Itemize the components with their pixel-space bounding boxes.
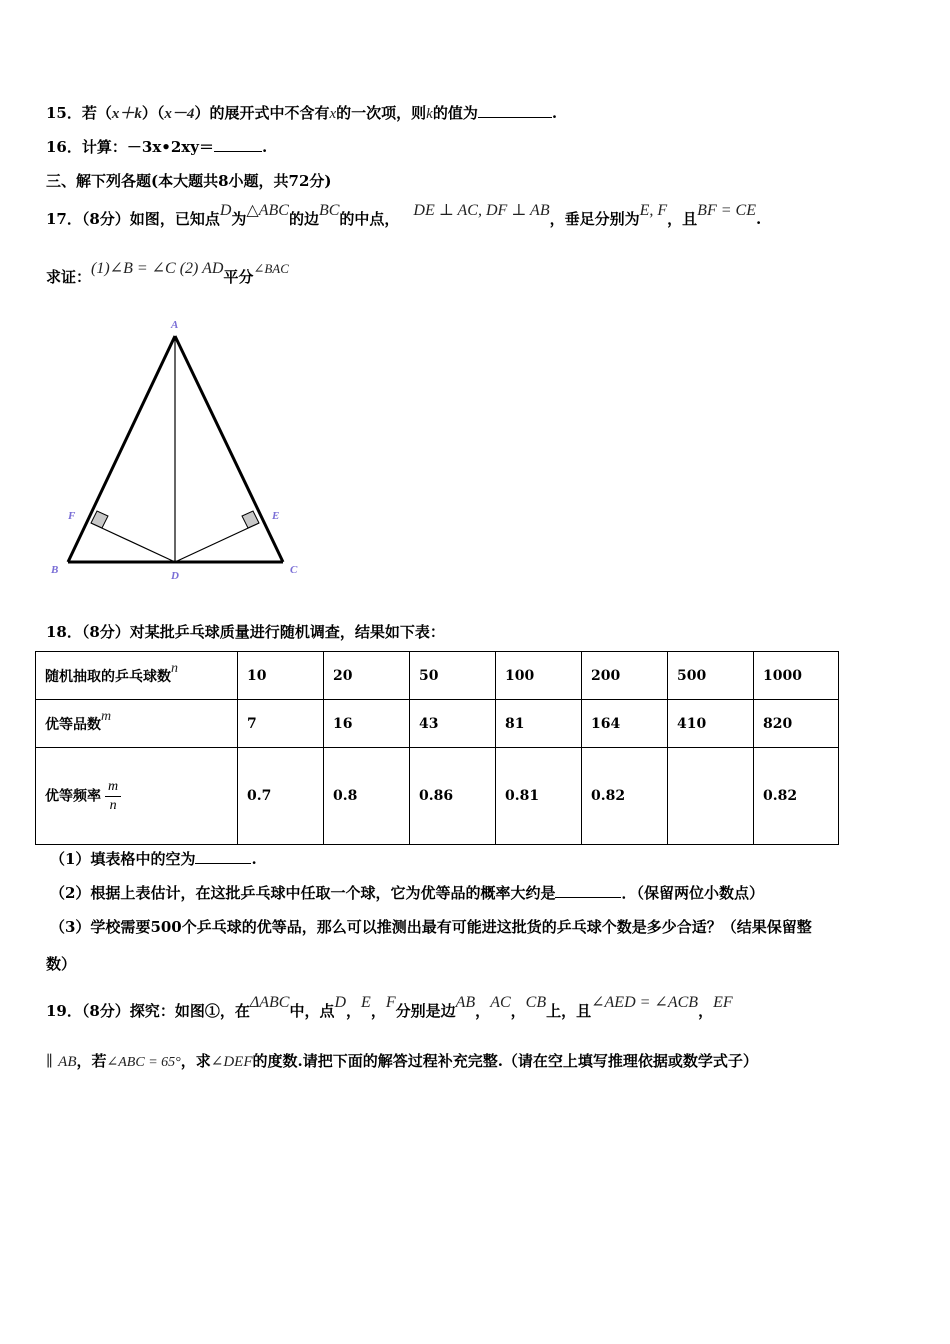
triangle-figure (45, 313, 315, 593)
label-b: B (51, 564, 59, 576)
table-cell: 164 (582, 700, 668, 748)
label-e: E (272, 510, 280, 522)
table-cell: 7 (238, 700, 324, 748)
results-table (35, 651, 839, 845)
table-row (36, 700, 839, 748)
table-cell: 100 (496, 652, 582, 700)
table-row (36, 748, 839, 845)
table-cell: 50 (410, 652, 496, 700)
label-a: A (171, 319, 179, 331)
table-cell: 1000 (754, 652, 839, 700)
table-cell: 0.82 (754, 748, 839, 845)
label-c: C (290, 564, 298, 576)
section-heading: 三、解下列各题(本大题共8小题，共72分) (46, 172, 332, 190)
question-17: 17．（8分）如图，已知点D为△ABC的边BC的中点， DE ⊥ AC, DF ⊥ AB，垂足分别为E, F，且BF = CE. (46, 202, 762, 228)
fraction: $\frac{m}{n}$ (105, 778, 121, 815)
table-cell: 410 (668, 700, 754, 748)
table-cell: 200 (582, 652, 668, 700)
row-label: 随机抽取的乒乓球数n (36, 652, 238, 700)
table-cell: 820 (754, 700, 839, 748)
table-cell: 20 (324, 652, 410, 700)
row-label: 优等频率 $\frac{m}{n}$ (36, 748, 238, 845)
table-cell (668, 748, 754, 845)
question-18-part3: （3）学校需要500个乒乓球的优等品，那么可以推测出最有可能进这批货的乒乓球个数是多少合适？（结果保留整 (50, 918, 812, 936)
answer-blank (478, 117, 552, 118)
table-cell: 0.81 (496, 748, 582, 845)
table-cell: 43 (410, 700, 496, 748)
table-cell: 81 (496, 700, 582, 748)
row-label: 优等品数m (36, 700, 238, 748)
question-19-cont: ∥ AB，若∠ABC = 65°，求∠DEF的度数.请把下面的解答过程补充完整.（请在空上填写推理依据或数学式子） (46, 1052, 758, 1070)
question-16: 16．计算：－3x•2xy＝ . (46, 138, 268, 156)
table-cell: 0.8 (324, 748, 410, 845)
answer-blank (214, 151, 262, 152)
table-cell: 16 (324, 700, 410, 748)
question-18-part2: （2）根据上表估计，在这批乒乓球中任取一个球，它为优等品的概率大约是 ．（保留两位小数点） (50, 884, 764, 902)
question-18: 18．（8分）对某批乒乓球质量进行随机调查，结果如下表： (46, 623, 445, 641)
table-cell: 500 (668, 652, 754, 700)
table-cell: 0.86 (410, 748, 496, 845)
label-f: F (68, 510, 76, 522)
answer-blank (555, 897, 621, 898)
question-17-prove: 求证：(1)∠B = ∠C (2) AD平分∠BAC (46, 260, 289, 286)
table-cell: 0.82 (582, 748, 668, 845)
table-cell: 10 (238, 652, 324, 700)
table-row (36, 652, 839, 700)
label-d: D (171, 570, 179, 582)
question-15: 15．若（x＋k）（x－4）的展开式中不含有x的一次项，则k的值为 . (46, 104, 558, 122)
answer-blank (195, 863, 251, 864)
question-18-part3-cont: 数） (46, 955, 77, 973)
question-18-part1: （1）填表格中的空为 . (50, 850, 257, 868)
table-cell: 0.7 (238, 748, 324, 845)
question-19: 19．（8分）探究：如图①，在ΔABC中，点D，E，F分别是边AB，AC，CB上，且∠AED = ∠ACB，EF (46, 994, 733, 1020)
